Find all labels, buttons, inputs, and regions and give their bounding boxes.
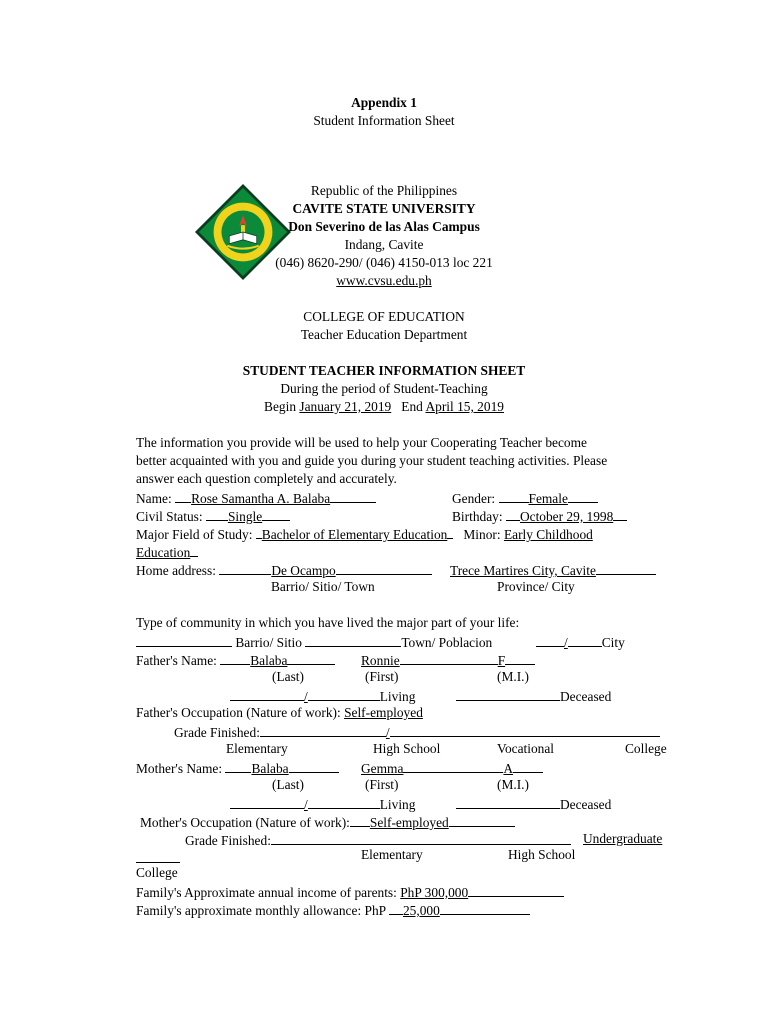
- address-province-field[interactable]: Trece Martires City, Cavite: [450, 563, 596, 578]
- name-row: [136, 488, 376, 508]
- mother-first-field[interactable]: Gemma: [361, 761, 404, 776]
- mother-occupation-row: [140, 812, 515, 832]
- mother-undergraduate-label: Undergraduate: [583, 831, 663, 846]
- mother-deceased-row: [456, 794, 611, 814]
- mother-grade-label: Grade Finished:: [185, 833, 271, 848]
- father-status-row: [230, 686, 415, 706]
- income-label: Family's Approximate annual income of parents:: [136, 885, 397, 900]
- income-field[interactable]: PhP 300,000: [400, 885, 469, 900]
- mother-deceased-label: Deceased: [560, 797, 612, 812]
- mother-deceased-blank[interactable]: [456, 794, 560, 809]
- address-province-row: [450, 560, 656, 580]
- community-town-label: Town/ Poblacion: [401, 635, 493, 650]
- address-row: [136, 560, 432, 580]
- intro-line-2: better acquainted with you and guide you during your student teaching activities. Please: [136, 453, 608, 468]
- father-deceased-blank[interactable]: [456, 686, 560, 701]
- father-name-label: Father's Name:: [136, 653, 217, 668]
- mother-name-row: [136, 758, 339, 778]
- major-label: Major Field of Study:: [136, 527, 253, 542]
- birthday-label: Birthday:: [452, 509, 503, 524]
- department-name: Teacher Education Department: [300, 327, 468, 342]
- father-vocational-caption: Vocational: [497, 741, 555, 756]
- name-field[interactable]: Rose Samantha A. Balaba: [191, 491, 331, 506]
- mother-living-check[interactable]: /: [304, 797, 308, 812]
- civil-status-row: [136, 506, 290, 526]
- end-date: April 15, 2019: [425, 399, 504, 414]
- intro-line-1: The information you provide will be used to help your Cooperating Teacher become: [136, 435, 587, 450]
- civil-status-field[interactable]: Single: [227, 509, 263, 524]
- community-question: Type of community in which you have lived the major part of your life:: [136, 615, 520, 630]
- mother-grade-blank[interactable]: [136, 848, 180, 863]
- gender-row: [452, 488, 598, 508]
- mother-last-field[interactable]: Balaba: [251, 761, 289, 776]
- end-label: End: [401, 399, 423, 414]
- address-barrio-field[interactable]: De Ocampo: [271, 563, 336, 578]
- father-elementary-caption: Elementary: [226, 741, 288, 756]
- mother-occupation-label: Mother's Occupation (Nature of work):: [140, 815, 350, 830]
- father-grade-row: [174, 722, 660, 742]
- birthday-row: [452, 506, 627, 526]
- intro-line-3: answer each question completely and accurately.: [136, 471, 397, 486]
- father-first-caption: (First): [365, 669, 399, 684]
- allowance-label: Family's approximate monthly allowance: PhP: [136, 903, 386, 918]
- father-occupation-label: Father's Occupation (Nature of work):: [136, 705, 341, 720]
- income-row: [136, 882, 564, 902]
- minor-field-line-1[interactable]: Early Childhood: [503, 527, 593, 542]
- mother-living-label: Living: [379, 797, 416, 812]
- college-name: COLLEGE OF EDUCATION: [303, 309, 465, 324]
- father-occupation-row: [136, 704, 423, 722]
- mother-mi-field[interactable]: A: [503, 761, 514, 776]
- father-mi-caption: (M.I.): [497, 669, 529, 684]
- father-deceased-row: [456, 686, 611, 706]
- community-city-check[interactable]: /: [564, 635, 568, 650]
- community-barrio-label: Barrio/ Sitio: [235, 635, 302, 650]
- father-last-field[interactable]: Balaba: [250, 653, 288, 668]
- period-line: During the period of Student-Teaching: [280, 381, 488, 396]
- mother-status-row: [230, 794, 415, 814]
- begin-label: Begin: [264, 399, 297, 414]
- name-label: Name:: [136, 491, 172, 506]
- mother-mi-caption: (M.I.): [497, 777, 529, 792]
- mother-college-caption: College: [136, 865, 178, 880]
- university-name: CAVITE STATE UNIVERSITY: [292, 201, 476, 216]
- civil-status-label: Civil Status:: [136, 509, 203, 524]
- gender-field[interactable]: Female: [528, 491, 568, 506]
- campus-name: Don Severino de las Alas Campus: [288, 219, 480, 234]
- father-first-row: [361, 650, 535, 670]
- allowance-field[interactable]: 25,000: [402, 903, 440, 918]
- community-city-row: [536, 632, 625, 652]
- begin-date: January 21, 2019: [299, 399, 392, 414]
- mother-first-caption: (First): [365, 777, 399, 792]
- major-row: [136, 524, 593, 544]
- father-name-row: [136, 650, 335, 670]
- community-barrio-blank[interactable]: [136, 632, 232, 647]
- mother-undergraduate-caption: [583, 830, 662, 848]
- father-grade-label: Grade Finished:: [174, 725, 260, 740]
- province-caption: Province/ City: [497, 579, 575, 594]
- minor-label: Minor:: [463, 527, 501, 542]
- phone-line: (046) 8620-290/ (046) 4150-013 loc 221: [275, 255, 493, 270]
- mother-last-caption: (Last): [272, 777, 304, 792]
- community-city-label: City: [601, 635, 625, 650]
- community-row: [136, 632, 492, 652]
- father-living-label: Living: [379, 689, 416, 704]
- father-grade-check[interactable]: /: [385, 725, 390, 740]
- father-mi-field[interactable]: F: [497, 653, 506, 668]
- mother-occupation-field[interactable]: Self-employed: [369, 815, 449, 830]
- address-label: Home address:: [136, 563, 216, 578]
- date-range-line: [0, 398, 768, 416]
- father-living-check[interactable]: /: [304, 689, 308, 704]
- sheet-subtitle: Student Information Sheet: [313, 113, 455, 128]
- major-field[interactable]: Bachelor of Elementary Education: [261, 527, 448, 542]
- gender-label: Gender:: [452, 491, 496, 506]
- father-last-caption: (Last): [272, 669, 304, 684]
- father-occupation-field[interactable]: Self-employed: [344, 705, 423, 720]
- appendix-title: Appendix 1: [351, 95, 417, 110]
- allowance-row: [136, 900, 530, 920]
- republic-line: Republic of the Philippines: [310, 183, 458, 198]
- community-town-blank[interactable]: [305, 632, 401, 647]
- mother-name-label: Mother's Name:: [136, 761, 223, 776]
- father-college-caption: College: [625, 741, 667, 756]
- minor-field-line-2[interactable]: Education: [136, 545, 191, 560]
- website-link[interactable]: www.cvsu.edu.ph: [336, 273, 432, 288]
- mother-highschool-caption: High School: [508, 847, 576, 862]
- mother-first-row: [361, 758, 543, 778]
- birthday-field[interactable]: October 29, 1998: [519, 509, 614, 524]
- father-first-field[interactable]: Ronnie: [361, 653, 400, 668]
- father-deceased-label: Deceased: [560, 689, 612, 704]
- location-line: Indang, Cavite: [344, 237, 424, 252]
- father-highschool-caption: High School: [373, 741, 441, 756]
- mother-elementary-caption: Elementary: [361, 847, 423, 862]
- minor-continuation: [136, 542, 198, 562]
- form-title: STUDENT TEACHER INFORMATION SHEET: [242, 363, 526, 378]
- barrio-caption: Barrio/ Sitio/ Town: [271, 579, 375, 594]
